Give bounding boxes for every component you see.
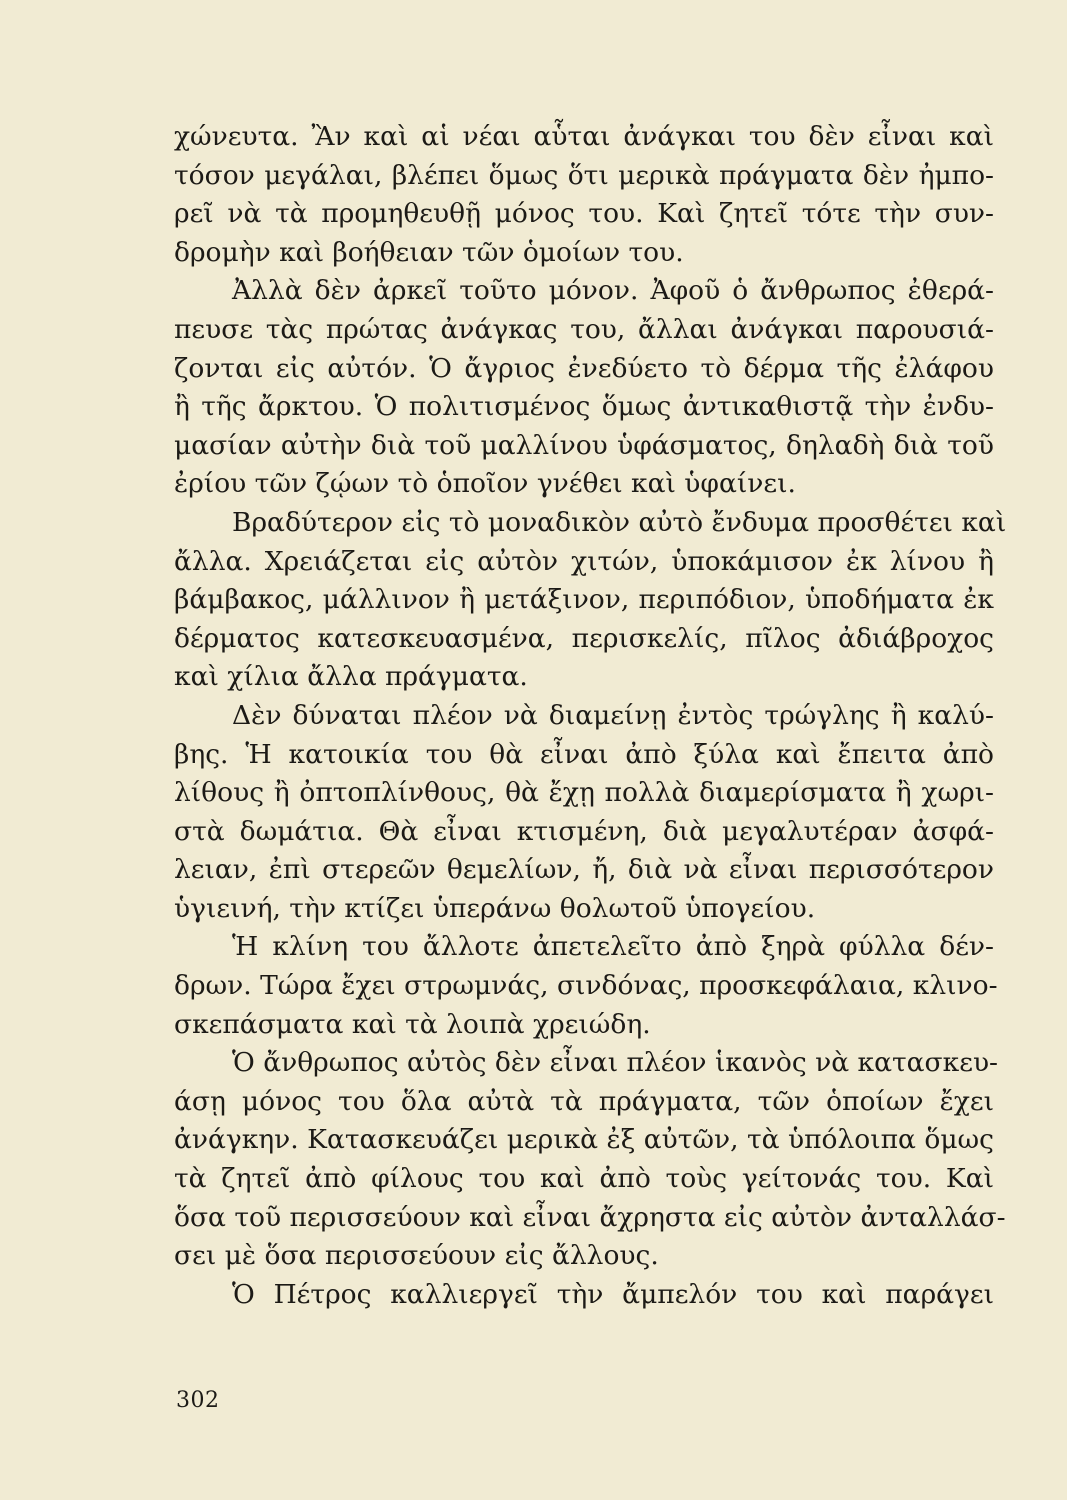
text-line: χώνευτα. Ἂν καὶ αἱ νέαι αὗται ἀνάγκαι του δὲν εἶναι καὶ — [174, 121, 994, 152]
text-line: τόσον μεγάλαι, βλέπει ὅμως ὅτι μερικὰ πράγματα δὲν ἠμπο- — [174, 159, 994, 191]
text-line: σει μὲ ὅσα περισσεύουν εἰς ἄλλους. — [174, 1240, 659, 1272]
text-line: ζονται εἰς αὐτόν. Ὁ ἄγριος ἐνεδύετο τὸ δέρμα τῆς ἐλάφου — [174, 352, 994, 384]
text-line: σκεπάσματα καὶ τὰ λοιπὰ χρειώδη. — [174, 1008, 651, 1040]
text-line: ἢ τῆς ἄρκτου. Ὁ πολιτισμένος ὅμως ἀντικαθιστᾷ τὴν ἐνδυ- — [174, 391, 994, 423]
text-line: Ὁ Πέτρος καλλιεργεῖ τὴν ἄμπελόν του καὶ παράγει — [232, 1278, 994, 1310]
text-line: Ἡ κλίνη του ἄλλοτε ἀπετελεῖτο ἀπὸ ξηρὰ φύλλα δέν- — [232, 931, 994, 963]
text-line: Ἀλλὰ δὲν ἀρκεῖ τοῦτο μόνον. Ἀφοῦ ὁ ἄνθρωπος ἐθερά- — [232, 275, 994, 307]
text-line: άσῃ μόνος του ὅλα αὐτὰ τὰ πράγματα, τῶν ὁποίων ἔχει — [174, 1085, 994, 1117]
text-line: μασίαν αὐτὴν διὰ τοῦ μαλλίνου ὑφάσματος, δηλαδὴ διὰ τοῦ — [174, 429, 994, 461]
text-line: ἀνάγκην. Κατασκευάζει μερικὰ ἐξ αὐτῶν, τὰ ὑπόλοιπα ὅμως — [174, 1124, 994, 1156]
text-line: Βραδύτερον εἰς τὸ μοναδικὸν αὐτὸ ἔνδυμα προσθέτει καὶ — [232, 506, 1007, 538]
text-line: πευσε τὰς πρώτας ἀνάγκας του, ἄλλαι ἀνάγκαι παρουσιά- — [174, 313, 994, 345]
text-line: βάμβακος, μάλλινον ἢ μετάξινον, περιπόδιον, ὑποδήματα ἐκ — [174, 584, 994, 616]
text-line: καὶ χίλια ἄλλα πράγματα. — [174, 661, 528, 693]
text-line: στὰ δωμάτια. Θὰ εἶναι κτισμένη, διὰ μεγαλυτέραν ἀσφά- — [174, 815, 994, 847]
page-number: 302 — [176, 1388, 220, 1413]
text-line: ρεῖ νὰ τὰ προμηθευθῇ μόνος του. Καὶ ζητεῖ τότε τὴν συν- — [174, 198, 994, 230]
text-line: δέρματος κατεσκευασμένα, περισκελίς, πῖλος ἀδιάβροχος — [174, 622, 994, 654]
text-line: ἐρίου τῶν ζῴων τὸ ὁποῖον γνέθει καὶ ὑφαίνει. — [174, 468, 796, 500]
text-line: δρων. Τώρα ἔχει στρωμνάς, σινδόνας, προσκεφάλαια, κλινο- — [174, 970, 998, 1002]
text-line: τὰ ζητεῖ ἀπὸ φίλους του καὶ ἀπὸ τοὺς γείτονάς του. Καὶ — [174, 1163, 994, 1195]
body-text — [174, 118, 1007, 1314]
text-line: ἄλλα. Χρειάζεται εἰς αὐτὸν χιτών, ὑποκάμισον ἐκ λίνου ἢ — [174, 545, 994, 577]
text-line: ὑγιεινή, τὴν κτίζει ὑπεράνω θολωτοῦ ὑπογείου. — [174, 892, 816, 924]
text-line: λίθους ἢ ὀπτοπλίνθους, θὰ ἔχῃ πολλὰ διαμερίσματα ἢ χωρι- — [174, 777, 994, 809]
text-line: λειαν, ἐπὶ στερεῶν θεμελίων, ἤ, διὰ νὰ εἶναι περισσότερον — [174, 854, 994, 886]
text-line: Δὲν δύναται πλέον νὰ διαμείνῃ ἐντὸς τρώγλης ἢ καλύ- — [232, 699, 994, 731]
text-line: ὅσα τοῦ περισσεύουν καὶ εἶναι ἄχρηστα εἰς αὐτὸν ἀνταλλάσ- — [174, 1201, 1006, 1233]
text-line: βης. Ἡ κατοικία του θὰ εἶναι ἀπὸ ξύλα καὶ ἔπειτα ἀπὸ — [174, 738, 994, 770]
text-line: Ὁ ἄνθρωπος αὐτὸς δὲν εἶναι πλέον ἱκανὸς νὰ κατασκευ- — [232, 1047, 999, 1079]
text-line: δρομὴν καὶ βοήθειαν τῶν ὁμοίων του. — [174, 236, 684, 268]
